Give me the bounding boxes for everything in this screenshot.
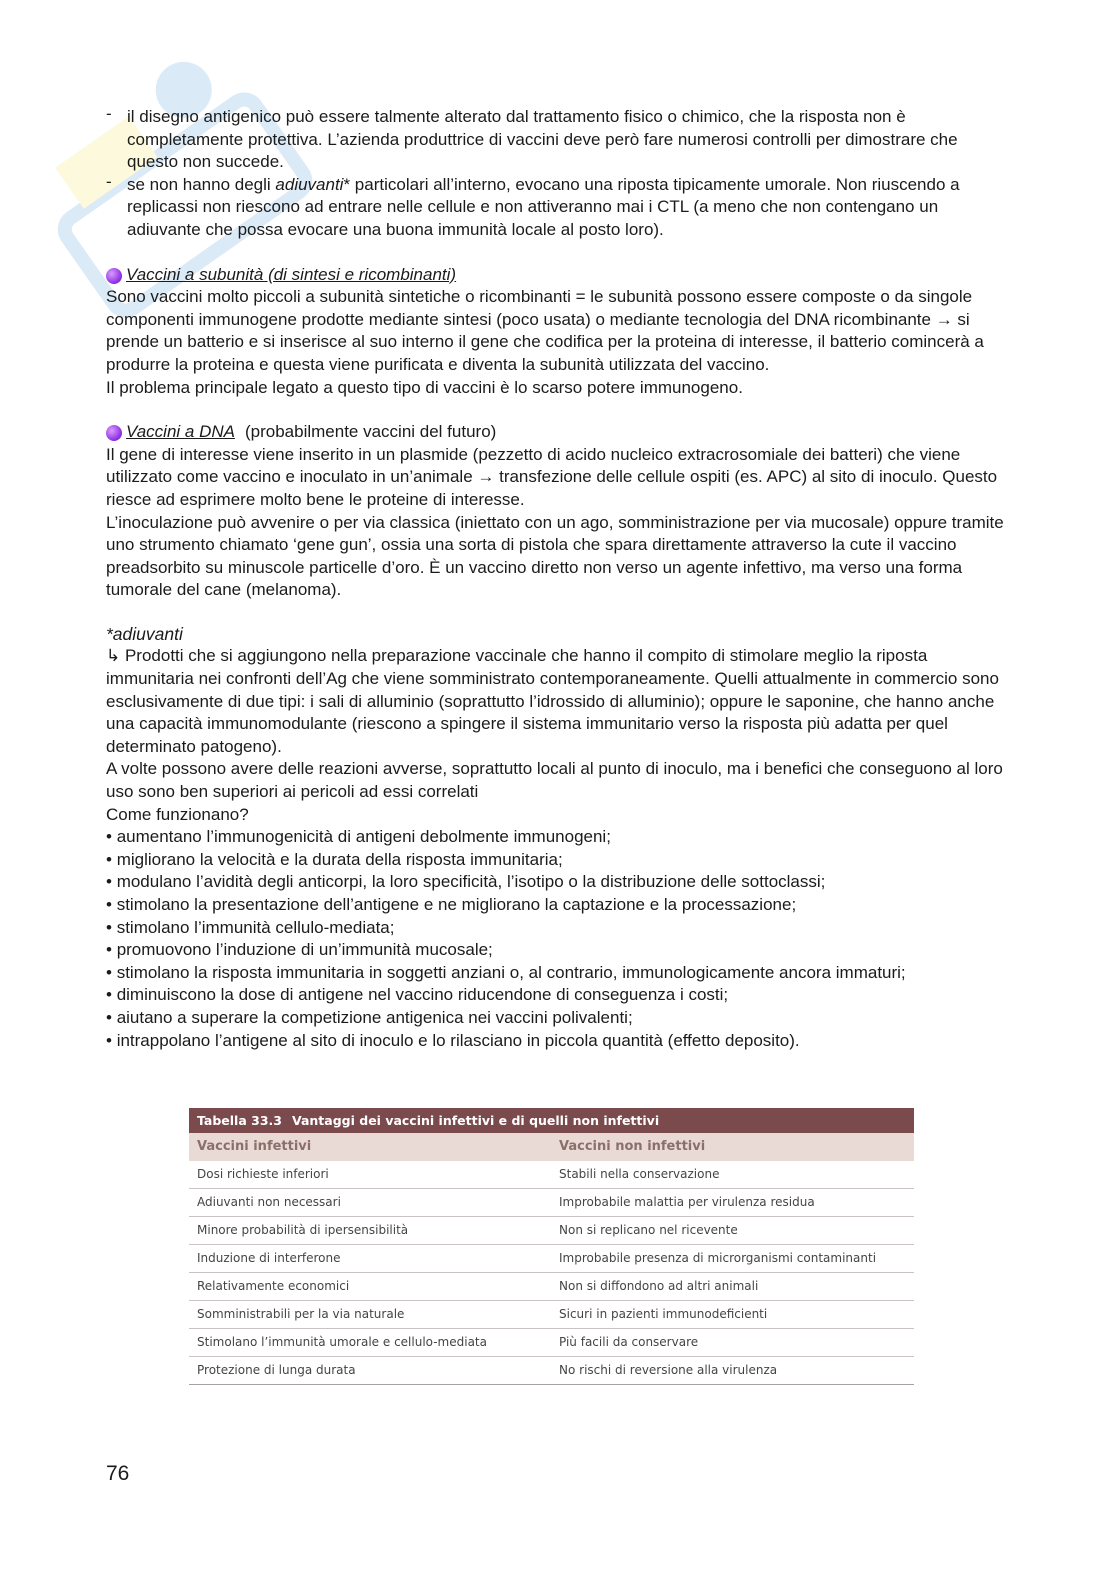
table-cell: Adiuvanti non necessari [197,1195,341,1209]
table-cell: Improbabile presenza di microrganismi contaminanti [559,1251,877,1265]
adiuvanti-title: *adiuvanti [106,623,183,644]
table-row [189,1217,914,1245]
table-caption [189,1108,914,1133]
list-item-text-post: * particolari all’interno, evocano una riposta tipicamente umorale. Non riuscendo a replicassi non riescono ad entrare nelle cellule e non attiveranno mai i CTL (a meno che non contengano un adiuvante che possa evocare una buona immunità locale al posto loro). [127,174,960,239]
section-heading-dna [106,421,1006,444]
list-item-text: il disegno antigenico può essere talmente alterato dal trattamento fisico o chimico, che la risposta non è completamente protettiva. L’azienda produttrice di vaccini deve però fare numerosi controlli per dimostrare che questo non succede. [127,107,958,172]
function-list [106,826,1006,1052]
table-row [189,1301,914,1329]
table-cell: Non si diffondono ad altri animali [559,1279,759,1293]
paragraph: ↳ Prodotti che si aggiungono nella preparazione vaccinale che hanno il compito di stimolare meglio la riposta immunitaria nei confronti dell’Ag che viene somministrato contemporaneamente. Quelli attualmente in commercio sono esclusivamente di due tipi: i sali di alluminio (soprattutto l’idrossido di alluminio); oppure le saponine, che hanno anche una capacità immunomodulante (riescono a spingere il sistema immunitario verso la risposta più adatta per quel determinato patogeno). [106,646,999,756]
table-cell: Protezione di lunga durata [197,1363,356,1377]
table-cell: Stabili nella conservazione [559,1167,720,1181]
table-cell: Somministrabili per la via naturale [197,1307,405,1321]
section-title: Vaccini a subunità (di sintesi e ricombinanti) [126,264,457,284]
table-cell: No rischi di reversione alla virulenza [559,1363,778,1377]
purple-dot-icon [106,268,122,284]
table-cell: Induzione di interferone [197,1251,341,1265]
page-number: 76 [106,1462,130,1485]
table-title: Vantaggi dei vaccini infettivi e di quelli non infettivi [291,1113,660,1128]
table-cell: Improbabile malattia per virulenza residua [559,1195,815,1209]
table-cell: Sicuri in pazienti immunodeficienti [559,1307,768,1321]
table-row [189,1357,914,1385]
column-header: Vaccini non infettivi [559,1139,706,1154]
table-row [189,1161,914,1189]
list-item-text-pre: se non hanno degli [127,174,276,194]
list-item [106,106,1006,174]
section-title: Vaccini a DNA [126,422,235,442]
table-number: Tabella 33.3 [197,1113,282,1128]
list-item: • stimolano l’immunità cellulo-mediata; [106,917,1006,940]
table-cell: Più facili da conservare [559,1335,699,1349]
dash-bullet: - [106,104,112,123]
intro-list [106,106,1006,242]
paragraph: L’inoculazione può avvenire o per via classica (iniettato con un ago, somministrazione per via mucosale) oppure tramite uno strumento chiamato ‘gene gun’, ossia una sorta di pistola che spara direttamente attraverso la cute il vaccino preadsorbito su minuscole particelle d’oro. È un vaccino diretto non verso un agente infettivo, ma verso una forma tumorale del cane (melanoma). [106,512,1004,600]
table-row [189,1329,914,1357]
list-item: • aiutano a superare la competizione antigenica nei vaccini polivalenti; [106,1007,1006,1030]
dash-bullet: - [106,171,112,191]
purple-dot-icon [106,425,122,441]
paragraph: Il gene di interesse viene inserito in un plasmide (pezzetto di acido nucleico extracrosomiale dei batteri) che viene utilizzato come vaccino e inoculato in un’animale → transfezione delle cellule ospiti (es. APC) al sito di inoculo. Questo riesce ad esprimere molto bene le proteine di interesse. [106,444,998,509]
list-item: • migliorano la velocità e la durata della risposta immunitaria; [106,849,1006,872]
table-cell: Dosi richieste inferiori [197,1167,329,1181]
list-item: • diminuiscono la dose di antigene nel vaccino riducendone di conseguenza i costi; [106,984,1006,1007]
list-item [106,171,1006,242]
list-item: • promuovono l’induzione di un’immunità mucosale; [106,939,1006,962]
table-row [189,1245,914,1273]
table-cell: Non si replicano nel ricevente [559,1223,738,1237]
paragraph: Il problema principale legato a questo tipo di vaccini è lo scarso potere immunogeno. [106,377,743,397]
list-item: • intrappolano l’antigene al sito di inoculo e lo rilasciano in piccola quantità (effetto deposito). [106,1030,1006,1053]
table-row [189,1189,914,1217]
list-item-italic: adiuvanti [275,174,344,194]
table-cell: Stimolano l’immunità umorale e cellulo-mediata [197,1335,487,1349]
section-heading-subunit [106,264,1006,287]
table-row [189,1273,914,1301]
list-item: • stimolano la presentazione dell’antigene e ne migliorano la captazione e la processazione; [106,894,1006,917]
table-cell: Minore probabilità di ipersensibilità [197,1223,409,1237]
column-header: Vaccini infettivi [197,1139,312,1154]
table-header-row [189,1133,914,1161]
section-subtitle: (probabilmente vaccini del futuro) [244,422,497,442]
list-item: • modulano l’avidità degli anticorpi, la loro specificità, l’isotipo o la distribuzione delle sottoclassi; [106,871,1006,894]
paragraph: Sono vaccini molto piccoli a subunità sintetiche o ricombinanti = le subunità possono essere composte o da singole componenti immunogene prodotte mediante sintesi (poco usata) o mediante tecnologia del DNA ricombinante → si prende un batterio e si inserisce al suo interno il gene che codifica per la proteina di interesse, il batterio comincerà a produrre la proteina e questa viene purificata e diventa la subunità utilizzata del vaccino. [106,287,984,374]
question: Come funzionano? [106,804,249,824]
vaccine-advantages-table [189,1108,914,1385]
table-cell: Relativamente economici [197,1279,350,1293]
page-content [106,106,1006,1052]
list-item: • stimolano la risposta immunitaria in soggetti anziani o, al contrario, immunologicamente ancora immaturi; [106,962,1006,985]
list-item: • aumentano l’immunogenicità di antigeni debolmente immunogeni; [106,826,1006,849]
paragraph: A volte possono avere delle reazioni avverse, soprattutto locali al punto di inoculo, ma i benefici che conseguono al loro uso sono ben superiori ai pericoli ad essi correlati [106,759,1003,802]
